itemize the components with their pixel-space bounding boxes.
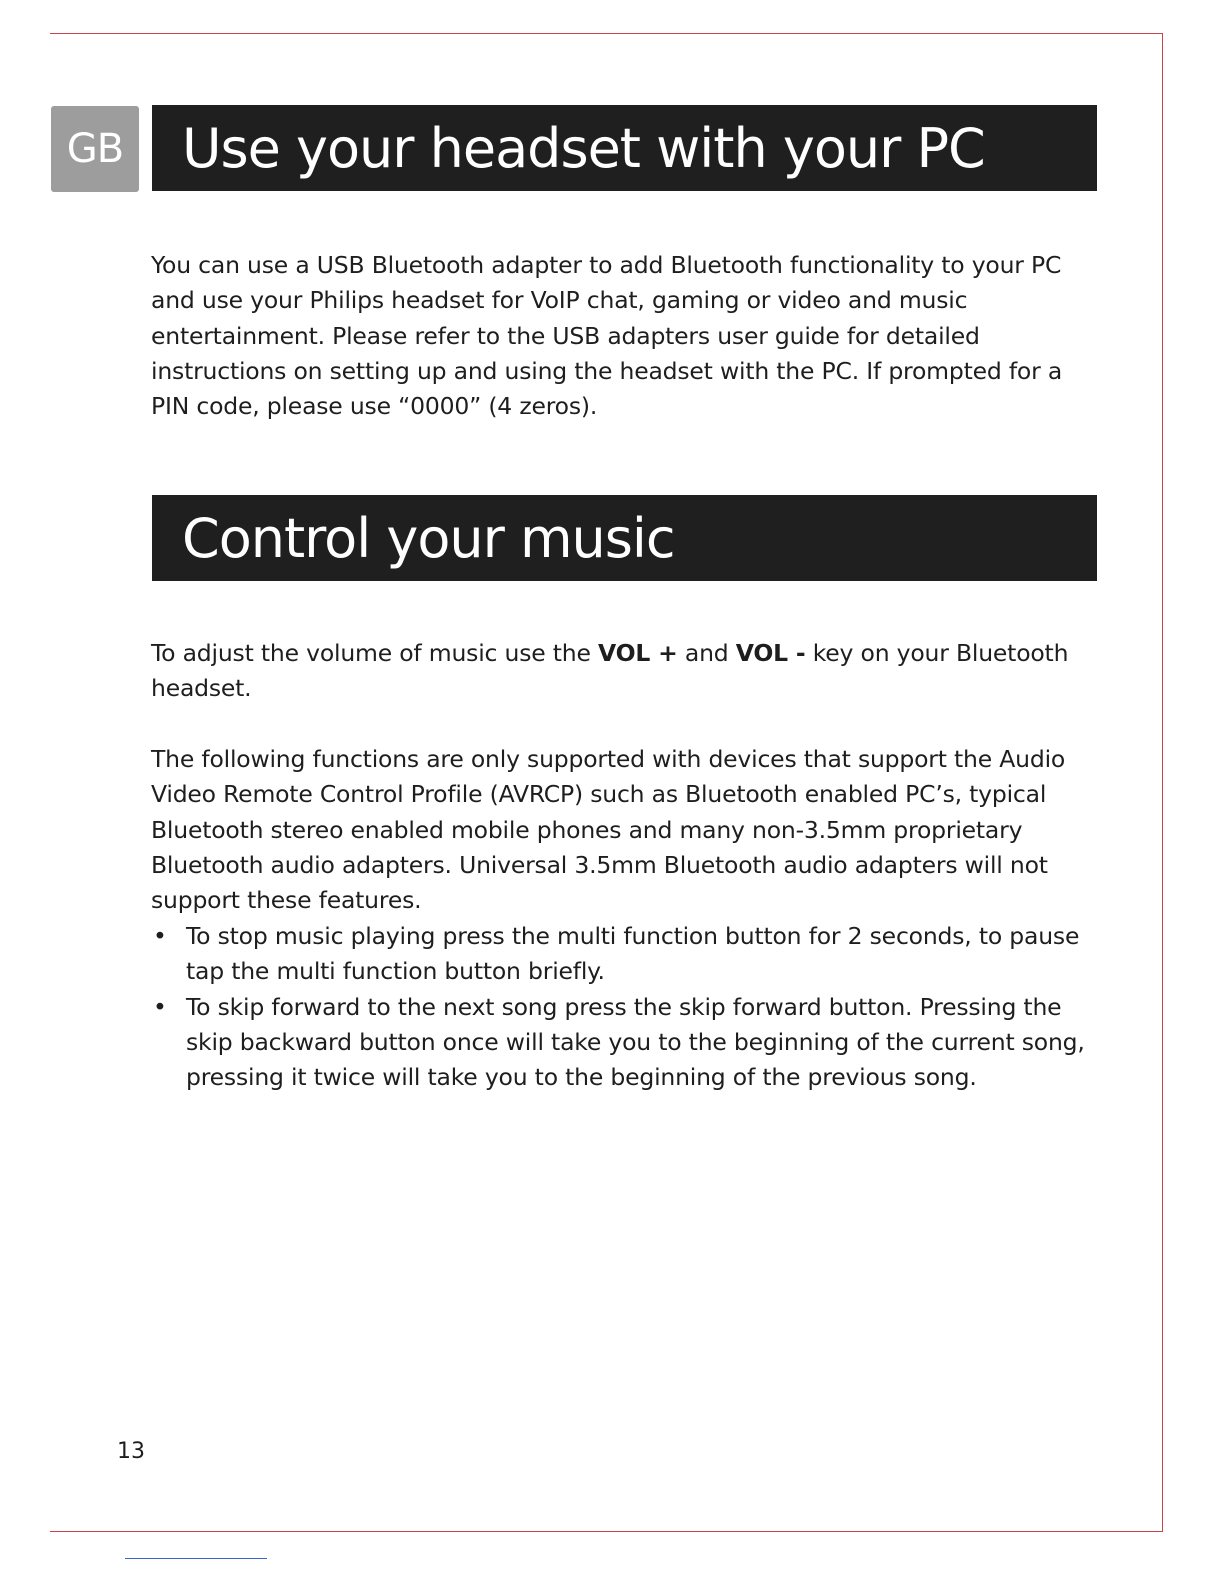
list-item-text: To skip forward to the next song press the skip forward button. Pressing the skip backward button once will take you to the beginning of the current song, pressing it twice will take you to the beginning of the previous song. bbox=[186, 992, 1085, 1092]
page-number: 13 bbox=[117, 1439, 145, 1464]
music-controls-list bbox=[151, 919, 1101, 1095]
language-tab: GB bbox=[51, 106, 139, 192]
list-item bbox=[151, 990, 1101, 1096]
page-border-top bbox=[50, 33, 1163, 34]
pc-paragraph: You can use a USB Bluetooth adapter to add Bluetooth functionality to your PC and use your Philips headset for VoIP chat, gaming or video and music entertainment. Please refer to the USB adapters user guide for detailed instructions on setting up and using the headset with the PC. If prompted for a PIN code, please use “0000” (4 zeros). bbox=[151, 251, 1063, 421]
page-border-right bbox=[1162, 33, 1163, 1532]
page-border-bottom bbox=[50, 1531, 1163, 1532]
vol-down-key: VOL - bbox=[735, 639, 806, 667]
volume-text-and: and bbox=[677, 639, 736, 667]
volume-paragraph bbox=[151, 636, 1101, 707]
list-item-text: To stop music playing press the multi function button for 2 seconds, to pause tap the multi function button briefly. bbox=[186, 922, 1080, 986]
volume-text-suffix: key on your Bluetooth headset. bbox=[151, 639, 1069, 703]
bullet-icon: • bbox=[153, 922, 167, 950]
section-header-pc bbox=[152, 105, 1097, 191]
vol-up-key: VOL + bbox=[598, 639, 678, 667]
avrcp-paragraph: The following functions are only supported with devices that support the Audio Video Remote Control Profile (AVRCP) such as Bluetooth enabled PC’s, typical Bluetooth stereo enabled mobile phones and many non-3.5mm proprietary Bluetooth audio adapters. Universal 3.5mm Bluetooth audio adapters will not support these features. bbox=[151, 745, 1066, 915]
list-item bbox=[151, 919, 1101, 990]
bullet-icon: • bbox=[153, 992, 167, 1021]
section-header-music bbox=[152, 495, 1097, 581]
section-title-music: Control your music bbox=[182, 507, 675, 570]
section-title-pc: Use your headset with your PC bbox=[182, 117, 985, 180]
footer-underline bbox=[125, 1558, 267, 1559]
volume-text-prefix: To adjust the volume of music use the bbox=[151, 639, 599, 667]
